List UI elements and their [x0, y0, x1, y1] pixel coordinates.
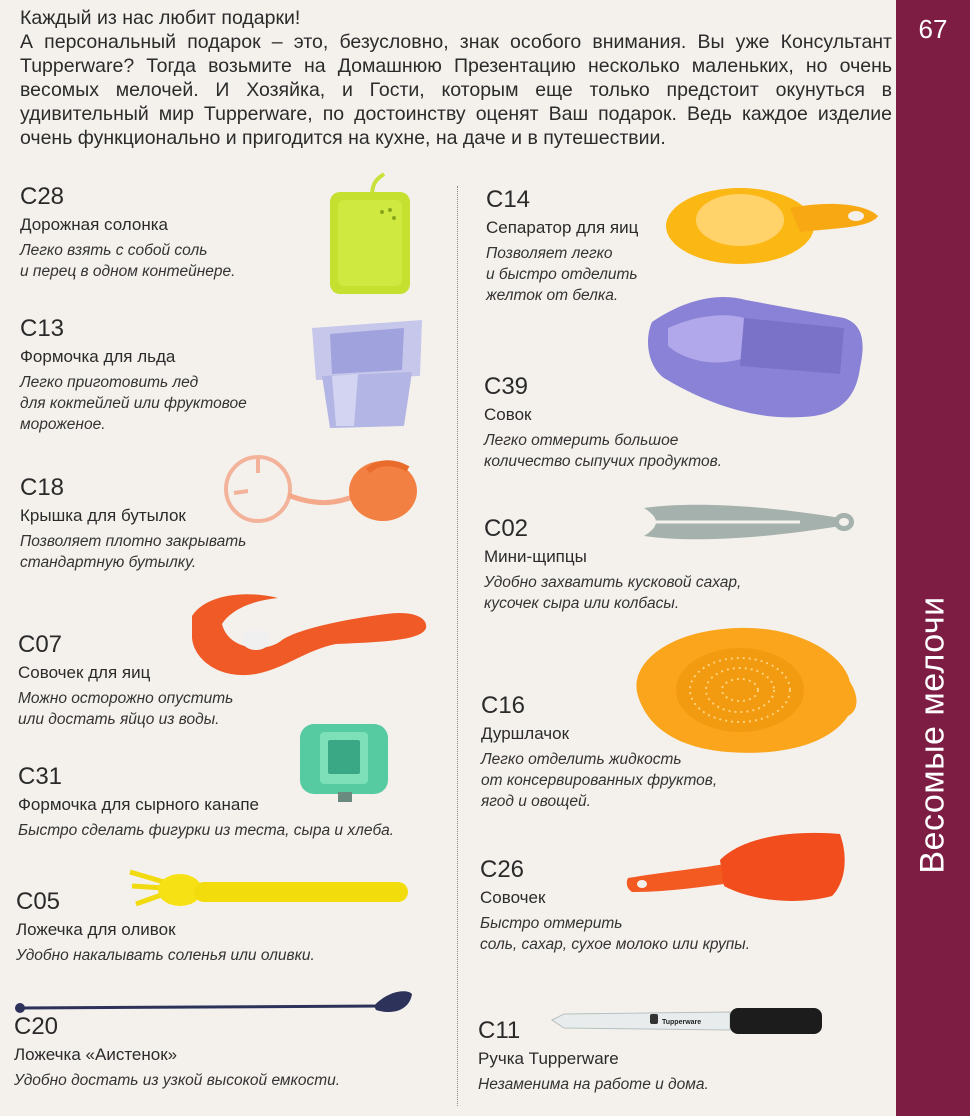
product-desc: Легко приготовить лед для коктейлей или фруктовое мороженое. — [20, 374, 247, 433]
product-desc: Быстро сделать фигурки из теста, сыра и хлеба. — [18, 822, 395, 839]
small-scoop-image — [624, 826, 850, 908]
product-desc: Легко отделить жидкость от консервированных фруктов, ягод и овощей. — [481, 751, 718, 810]
product-desc: Позволяет плотно закрывать стандартную бутылку. — [20, 533, 247, 571]
product-desc: Незаменима на работе и дома. — [478, 1076, 709, 1093]
product-name: Совочек — [480, 888, 546, 907]
product-code: C31 — [18, 763, 63, 790]
product-code: C39 — [484, 373, 529, 400]
product-code: C26 — [480, 856, 525, 883]
column-divider — [457, 186, 458, 1106]
product-c13 — [20, 315, 247, 435]
product-desc: Удобно захватить кусковой сахар, кусочек сыра или колбасы. — [484, 574, 742, 612]
product-code: C11 — [478, 1017, 521, 1044]
product-desc: Удобно накалывать соленья или оливки. — [16, 947, 315, 964]
egg-spoon-image — [186, 588, 432, 684]
product-code: C20 — [14, 1013, 59, 1040]
page-number: 67 — [918, 14, 948, 44]
product-desc: Можно осторожно опустить или достать яйцо из воды. — [18, 690, 234, 728]
product-desc: Быстро отмерить соль, сахар, сухое молоко или крупы. — [480, 915, 751, 953]
mini-tongs-image — [640, 496, 858, 548]
product-name: Ложечка для оливок — [16, 920, 176, 939]
product-code: C07 — [18, 631, 63, 658]
pen-logo: Tupperware — [662, 1019, 702, 1026]
product-desc: Позволяет легко и быстро отделить желток от белка. — [486, 245, 638, 304]
ice-mold-image — [308, 314, 426, 432]
scoop-image — [644, 288, 866, 426]
product-c14 — [486, 186, 638, 306]
product-code: C18 — [20, 474, 65, 501]
product-name: Дорожная солонка — [20, 215, 169, 234]
product-name: Совочек для яиц — [18, 663, 151, 682]
sidebar — [896, 0, 970, 1116]
egg-separator-image — [660, 184, 882, 270]
canape-mold-image — [298, 718, 390, 804]
salt-shaker-image — [320, 172, 420, 300]
product-name: Сепаратор для яиц — [486, 218, 639, 237]
product-name: Формочка для льда — [20, 347, 176, 366]
product-name: Совок — [484, 405, 532, 424]
pen-image — [550, 1000, 832, 1040]
product-code: C13 — [20, 315, 65, 342]
product-code: C02 — [484, 515, 529, 542]
intro-text — [20, 6, 892, 150]
product-name: Мини-щипцы — [484, 547, 587, 566]
product-name: Формочка для сырного канапе — [18, 795, 260, 814]
product-desc: Легко отмерить большое количество сыпучих продуктов. — [484, 432, 723, 470]
stork-spoon-image — [14, 986, 414, 1026]
product-desc: Удобно достать из узкой высокой емкости. — [14, 1072, 341, 1089]
intro-heading: Каждый из нас любит подарки! — [20, 7, 301, 29]
product-name: Дуршлачок — [481, 724, 570, 743]
product-desc: Легко взять с собой соль и перец в одном контейнере. — [20, 242, 236, 280]
intro-body: А персональный подарок – это, безусловно, знак особого внимания. Вы уже Консультант Tupperware? Тогда возьмите на Домашнюю Презентацию несколько маленьких, но очень весомых мелочей. И Хозяйка, и Гости, которым еще только предстоит окунуться в удивительный мир Tupperware, по достоинству оценят Ваш подарок. Ведь каждое изделие очень функционально и пригодится на кухне, на даче и в путешествии. — [20, 31, 892, 149]
product-code: C16 — [481, 692, 526, 719]
strainer-image — [628, 624, 862, 758]
product-code: C05 — [16, 888, 61, 915]
olive-spoon-image — [124, 864, 414, 916]
product-name: Ручка Tupperware — [478, 1049, 619, 1068]
product-c28 — [20, 183, 235, 282]
section-title: Весомые мелочи — [913, 596, 952, 874]
product-name: Ложечка «Аистенок» — [14, 1045, 178, 1064]
product-code: C14 — [486, 186, 531, 213]
product-name: Крышка для бутылок — [20, 506, 186, 525]
bottle-cap-image — [218, 453, 428, 533]
product-code: C28 — [20, 183, 65, 210]
product-c18 — [20, 474, 246, 573]
